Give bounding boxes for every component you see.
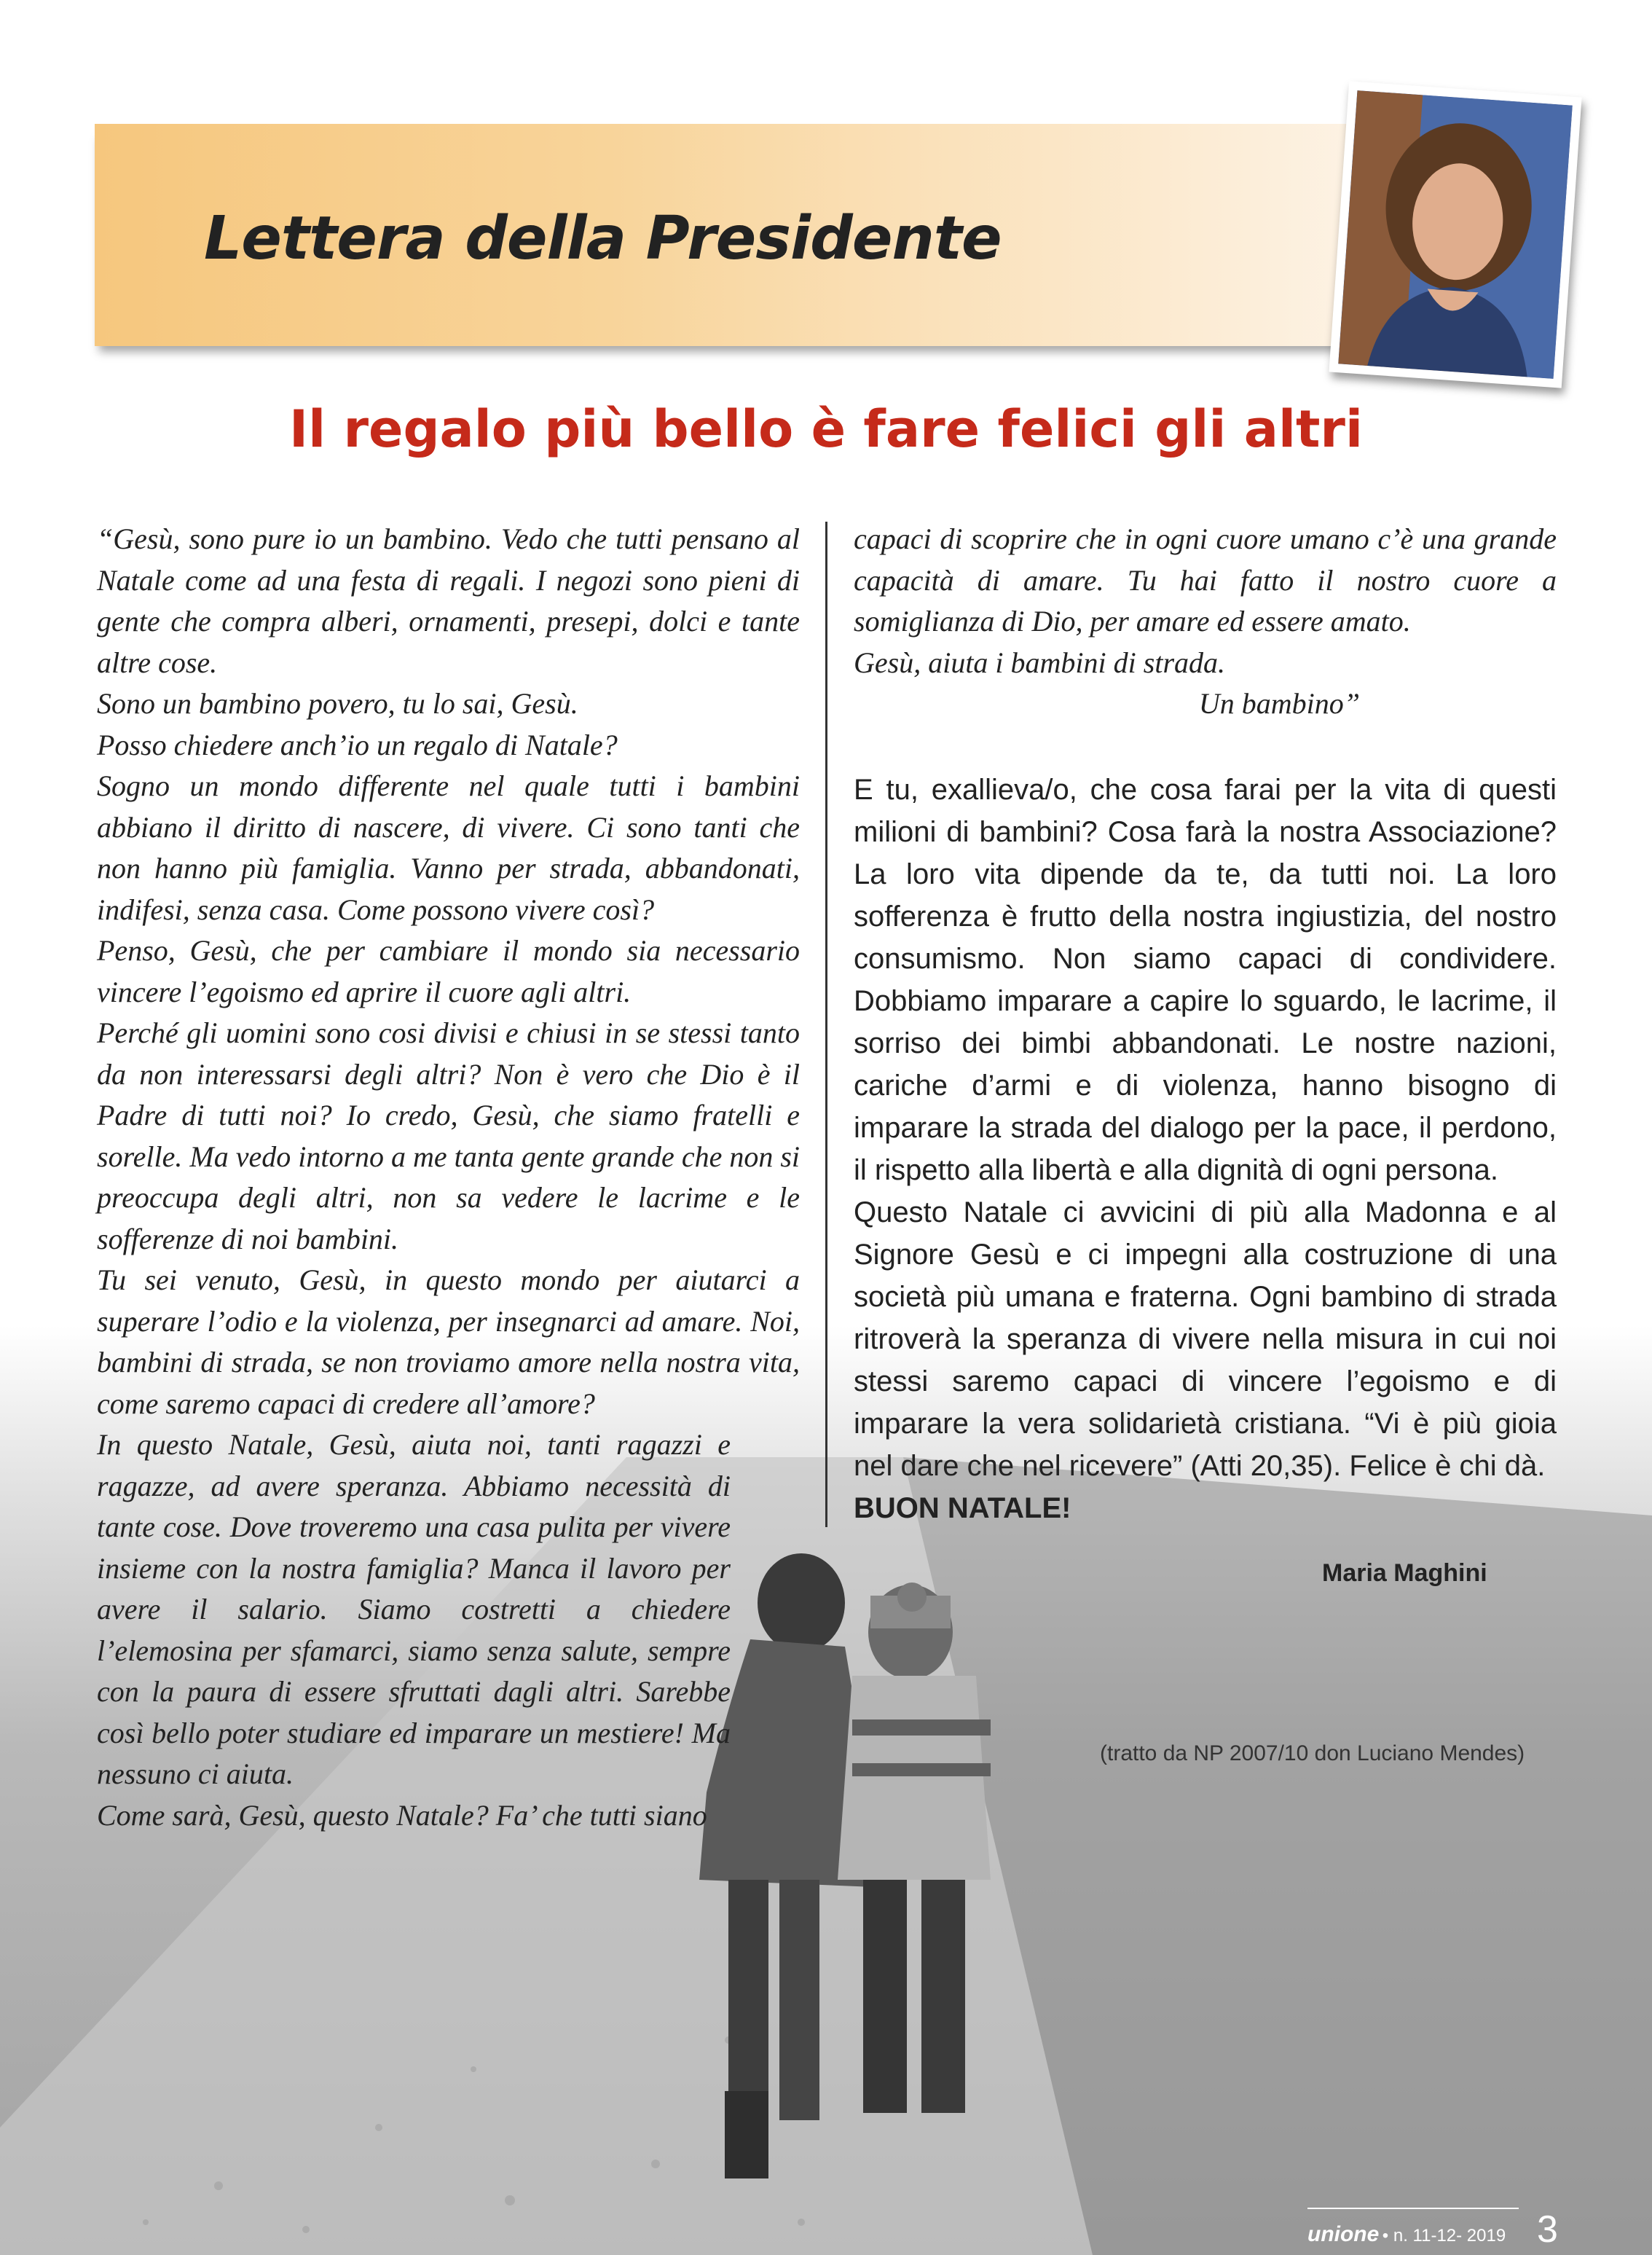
portrait-photo (1338, 90, 1573, 379)
president-portrait (1329, 81, 1581, 388)
issue-number: • n. 11-12- 2019 (1382, 2226, 1506, 2246)
letter-paragraph: Sono un bambino povero, tu lo sai, Gesù. (97, 687, 578, 720)
section-title: Lettera della Presidente (204, 204, 1002, 273)
header-banner (95, 124, 1377, 346)
body-paragraph: Questo Natale ci avvicini di più alla Madonna e al Signore Gesù e ci impegni alla costruzione di una società più umana e fraterna. Ogni bambino di strada ritroverà la speranza di vivere nella misura in cui noi stessi saremo capaci di vincere l’egoismo e di imparare la vera solidarietà cristiana. “Vi è più gioia nel dare che nel ricevere” (Atti 20,35). Felice è chi dà. (854, 1196, 1557, 1482)
letter-paragraph: Posso chiedere anch’io un regalo di Natale? (97, 728, 618, 761)
letter-paragraph: Come sarà, Gesù, questo Natale? Fa’ che tutti siano (97, 1798, 707, 1832)
letter-signature: Un bambino” (1198, 687, 1360, 720)
source-credit: (tratto da NP 2007/10 don Luciano Mendes) (1100, 1741, 1525, 1765)
portrait-illustration (1338, 90, 1573, 379)
letter-paragraph: Tu sei venuto, Gesù, in questo mondo per aiutarci a superare l’odio e la violenza, per insegnarci ad amare. Noi, bambini di strada, se non troviamo amore nella nostra vita, come saremo capaci di credere all’amore? (97, 1263, 800, 1420)
article-headline: Il regalo più bello è fare felici gli altri (289, 399, 1363, 459)
closing-greeting: BUON NATALE! (854, 1492, 1071, 1524)
page-number: 3 (1537, 2208, 1558, 2251)
column-divider (825, 522, 827, 1527)
letter-paragraph: “Gesù, sono pure io un bambino. Vedo che tutti pensano al Natale come ad una festa di regali. I negozi sono pieni di gente che compra alberi, ornamenti, presepi, dolci e tante altre cose. (97, 522, 800, 679)
left-column (97, 519, 800, 1836)
letter-paragraph: Perché gli uomini sono cosi divisi e chiusi in se stessi tanto da non interessarsi degli altri? Non è vero che Dio è il Padre di tutti noi? Io credo, Gesù, che siamo fratelli e sorelle. Ma vedo intorno a me tanta gente grande che non si preoccupa degli altri, non sa vedere le lacrime e le sofferenze di noi bambini. (97, 1016, 800, 1255)
right-column-body (854, 769, 1557, 1529)
author-name: Maria Maghini (1322, 1559, 1487, 1587)
letter-paragraph: Sogno un mondo differente nel quale tutti i bambini abbiano il diritto di nascere, di vivere. Ci sono tanti che non hanno più famiglia. Vanno per strada, abbandonati, indifesi, senza casa. Come possono vivere così? (97, 769, 800, 926)
letter-paragraph: Gesù, aiuta i bambini di strada. (854, 646, 1226, 679)
footer-rule (1307, 2208, 1519, 2209)
letter-paragraph: In questo Natale, Gesù, aiuta noi, tanti ragazzi e ragazze, ad avere speranza. Abbiamo necessità di tante cose. Dove troveremo una casa pulita per vivere insieme con la nostra famiglia? Manca il lavoro per avere il salario. Siamo costretti a chiedere l’elemosina per sfamarci, siamo senza salute, sempre con la paura di essere sfruttati dagli altri. Sarebbe così bello poter studiare ed imparare un mestiere! Ma nessuno ci aiuta. (97, 1428, 731, 1790)
letter-paragraph: Penso, Gesù, che per cambiare il mondo sia necessario vincere l’egoismo ed aprire il cuore agli altri. (97, 934, 800, 1008)
right-column-letter (854, 519, 1557, 725)
body-paragraph: E tu, exallieva/o, che cosa farai per la vita di questi milioni di bambini? Cosa farà la nostra Associazione? La loro vita dipende da te, da tutti noi. La loro sofferenza è frutto della nostra ingiustizia, del nostro consumismo. Non siamo capaci di condividere. Dobbiamo imparare a capire lo sguardo, le lacrime, il sorriso dei bimbi abbandonati. Le nostre nazioni, cariche d’armi e di violenza, hanno bisogno di imparare la strada del dialogo per la pace, il perdono, il rispetto alla libertà e alla dignità di ogni persona. (854, 774, 1557, 1186)
footer (1307, 2222, 1506, 2247)
magazine-name: unione (1307, 2222, 1380, 2246)
letter-paragraph: capaci di scoprire che in ogni cuore umano c’è una grande capacità di amare. Tu hai fatto il nostro cuore a somiglianza di Dio, per amare ed essere amato. (854, 522, 1557, 638)
